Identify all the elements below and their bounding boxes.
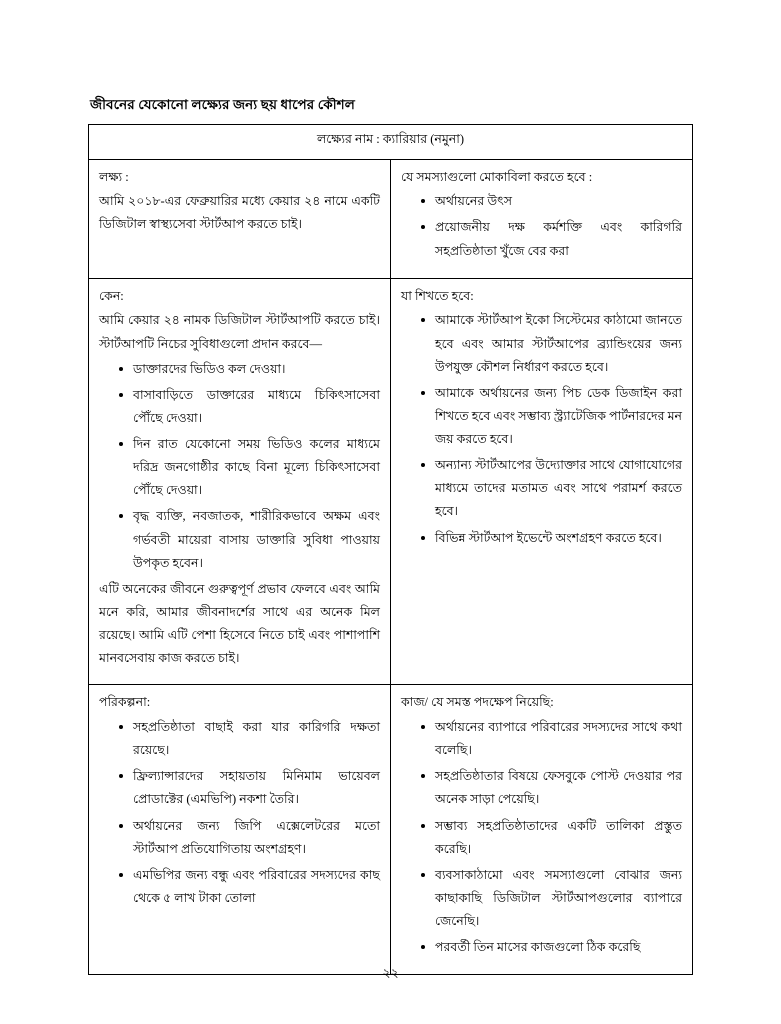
list-item: ডাক্তারদের ভিডিও কল দেওয়া।: [119, 358, 380, 381]
actions-list: [401, 716, 682, 959]
page-title: জীবনের যেকোনো লক্ষ্যের জন্য ছয় ধাপের কৌশল: [90, 97, 355, 112]
goal-worksheet-table: [88, 124, 693, 976]
problems-cell: [391, 159, 693, 278]
goal-text: আমি ২০১৮-এর ফেব্রুয়ারির মধ্যে কেয়ার ২৪ নামে একটি ডিজিটাল স্বাস্থ্যসেবা স্টার্টআপ করতে চাই।: [99, 194, 380, 232]
why-label: কেন:: [99, 288, 124, 303]
table-row: [89, 278, 693, 685]
list-item: অর্থায়নের ব্যাপারে পরিবারের সদস্যদের সাথে কথা বলেছি।: [421, 716, 682, 762]
learn-label: যা শিখতে হবে:: [401, 288, 474, 303]
list-item: অন্যান্য স্টার্টআপের উদ্যোক্তার সাথে যোগাযোগের মাধ্যমে তাদের মতামত এবং সাথে পরামর্শ করতে হবে।: [421, 454, 682, 523]
plan-label: পরিকল্পনা:: [99, 695, 151, 710]
table-row: [89, 685, 693, 975]
list-item: ফ্রিল্যান্সারদের সহায়তায় মিনিমাম ভায়েবল প্রোডাক্টের (এমভিপি) নকশা তৈরি।: [119, 765, 380, 811]
list-item: প্রয়োজনীয় দক্ষ কর্মশক্তি এবং কারিগরি সহপ্রতিষ্ঠাতা খুঁজে বের করা: [421, 216, 682, 262]
why-cell: [89, 278, 391, 685]
list-item: সম্ভাব্য সহপ্রতিষ্ঠাতাদের একটি তালিকা প্রস্তুত করেছি।: [421, 815, 682, 861]
list-item: এমভিপির জন্য বন্ধু এবং পরিবারের সদস্যদের কাছ থেকে ৫ লাখ টাকা তোলা: [119, 864, 380, 910]
plan-cell: [89, 685, 391, 975]
list-item: বাসাবাড়িতে ডাক্তারের মাধ্যমে চিকিৎসাসেবা পৌঁছে দেওয়া।: [119, 384, 380, 430]
list-item: অর্থায়নের জন্য জিপি এক্সেলেটরের মতো স্টার্টআপ প্রতিযোগিতায় অংশগ্রহণ।: [119, 815, 380, 861]
problems-list: [401, 190, 682, 262]
why-closing-text: এটি অনেকের জীবনে গুরুত্বপূর্ণ প্রভাব ফেলবে এবং আমি মনে করি, আমার জীবনাদর্শের সাথে এর অনেক মিল রয়েছে। আমি এটি পেশা হিসেবে নিতে চাই এবং পাশাপাশি মানবসেবায় কাজ করতে চাই।: [99, 581, 380, 666]
list-item: বৃদ্ধ ব্যক্তি, নবজাতক, শারীরিকভাবে অক্ষম এবং গর্ভবতী মায়েরা বাসায় ডাক্তারি সুবিধা পাওয়ায় উপকৃত হবেন।: [119, 505, 380, 574]
plan-list: [99, 716, 380, 910]
list-item: সহপ্রতিষ্ঠাতা বাছাই করা যার কারিগরি দক্ষতা রয়েছে।: [119, 716, 380, 762]
page-number: ২২: [382, 966, 399, 980]
list-item: আমাকে অর্থায়নের জন্য পিচ ডেক ডিজাইন করা শিখতে হবে এবং সম্ভাব্য স্ট্র্যাটেজিক পার্টনারদের মন জয় করতে হবে।: [421, 382, 682, 451]
why-benefits-list: [99, 358, 380, 575]
goal-name-header: লক্ষ্যের নাম : ক্যারিয়ার (নমুনা): [89, 124, 693, 159]
list-item: পরবর্তী তিন মাসের কাজগুলো ঠিক করেছি: [421, 936, 682, 959]
learn-list: [401, 309, 682, 549]
list-item: সহপ্রতিষ্ঠাতার বিষয়ে ফেসবুকে পোস্ট দেওয়ার পর অনেক সাড়া পেয়েছি।: [421, 765, 682, 811]
learn-cell: [391, 278, 693, 685]
list-item: অর্থায়নের উৎস: [421, 190, 682, 213]
table-row: [89, 159, 693, 278]
table-header-row: [89, 124, 693, 159]
list-item: আমাকে স্টার্টআপ ইকো সিস্টেমের কাঠামো জানতে হবে এবং আমার স্টার্টআপের ব্র্যান্ডিংয়ের জন্য উপযুক্ত কৌশল নির্ধারণ করতে হবে।: [421, 309, 682, 378]
goal-cell: [89, 159, 391, 278]
actions-cell: [391, 685, 693, 975]
list-item: বিভিন্ন স্টার্টআপ ইভেন্টে অংশগ্রহণ করতে হবে।: [421, 527, 682, 550]
why-intro-text: আমি কেয়ার ২৪ নামক ডিজিটাল স্টার্টআপটি করতে চাই। স্টার্টআপটি নিচের সুবিধাগুলো প্রদান করবে—: [99, 313, 380, 351]
list-item: ব্যবসাকাঠামো এবং সমস্যাগুলো বোঝার জন্য কাছাকাছি ডিজিটাল স্টার্টআপগুলোর ব্যাপারে জেনেছি।: [421, 864, 682, 933]
actions-label: কাজ/ যে সমস্ত পদক্ষেপ নিয়েছি:: [401, 695, 554, 710]
list-item: দিন রাত যেকোনো সময় ভিডিও কলের মাধ্যমে দরিদ্র জনগোষ্ঠীর কাছে বিনা মূল্যে চিকিৎসাসেবা পৌঁছে দেওয়া।: [119, 433, 380, 502]
goal-label: লক্ষ্য :: [99, 169, 129, 184]
problems-label: যে সমস্যাগুলো মোকাবিলা করতে হবে :: [401, 169, 593, 184]
